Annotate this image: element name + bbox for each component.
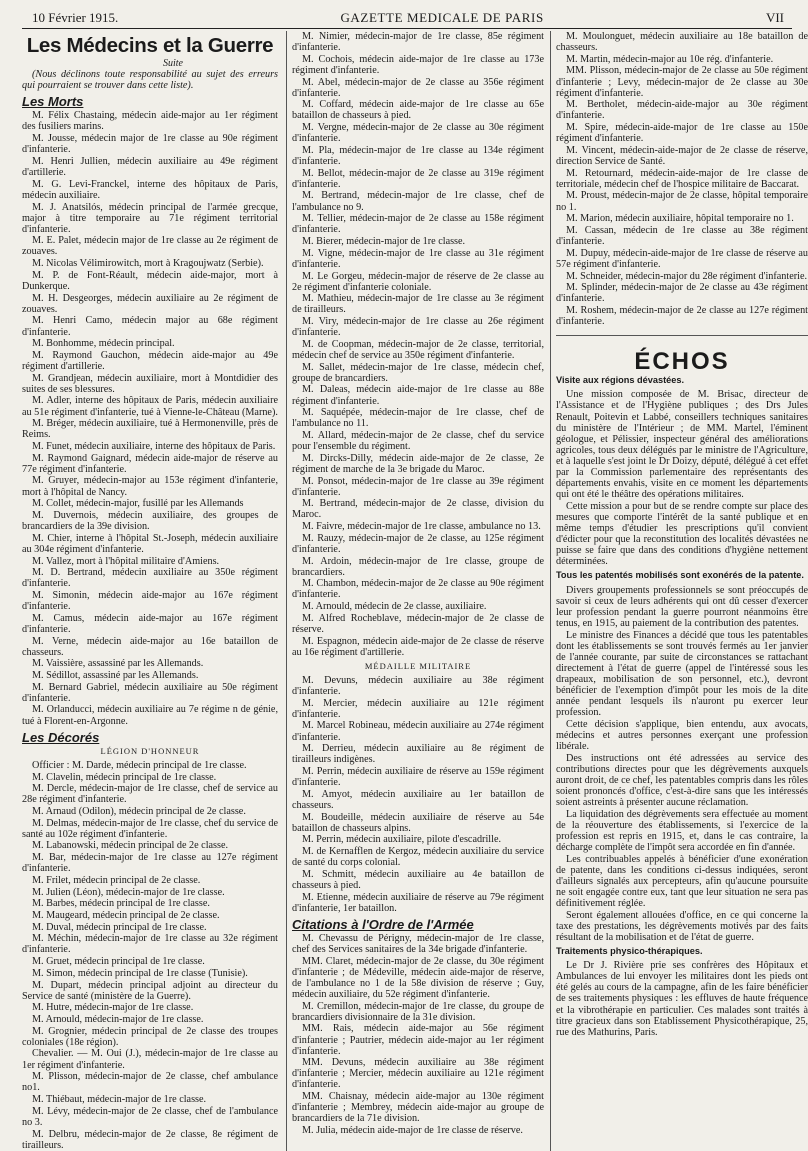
traitements-heading: Traitements physico-thérapiques. — [556, 946, 703, 957]
list-entry: M. Rauzy, médecin-major de 2e classe, au 125e régiment d'infanterie. — [292, 532, 544, 555]
divider — [556, 335, 808, 336]
columns — [22, 31, 808, 1151]
list-entry: Des instructions ont été adressées au service des contributions directes pour que les dégrèvements auxquels auront droit, de ce chef, les patentables compris dans les rôles soient prononcés d'office, c'est-à-dire sans que les intéressés soient astreints à présenter aucune réclamation. — [556, 752, 808, 809]
page-number: VII — [765, 10, 784, 25]
list-entry: M. Méchin, médecin-major de 1re classe au 32e régiment d'infanterie. — [22, 933, 278, 956]
article-title: Les Médecins et la Guerre — [26, 34, 274, 57]
list-entry: M. Cochois, médecin aide-major de 1re classe au 173e régiment d'infanterie. — [292, 53, 544, 76]
list-entry: M. Dercle, médecin-major de 1re classe, chef de service au 28e régiment d'infanterie. — [22, 783, 278, 806]
list-entry: M. Arnould, médecin-major de 1re classe. — [32, 1014, 204, 1025]
list-entry: M. Nicolas Vélimirowitch, mort à Kragoujwatz (Serbie). — [32, 258, 264, 270]
list-entry: MM. Plisson, médecin-major de 2e classe au 50e régiment d'infanterie ; Levy, médecin-major de 2e classe au 30e régiment d'infanterie. — [556, 65, 808, 99]
list-entry: Cette mission a pour but de se rendre compte sur place des mesures que comporte l'intérêt de la santé publique et en même temps d'étudier les prescriptions qu'il convient d'édicter pour que la reconstitution des localités dévastées ne puisse se faire que dans des conditions d'hygiène nettement déterminées. — [556, 500, 808, 568]
list-entry: M. Dupuy, médecin-aide-major de 1re classe de réserve au 57e régiment d'infanterie. — [556, 247, 808, 270]
list-entry: M. Delbru, médecin-major de 2e classe, 8e régiment de tirailleurs. — [22, 1128, 278, 1151]
list-entry: M. Daleas, médecin aide-major de 1re classe au 88e régiment d'infanterie. — [292, 384, 544, 407]
citations-list — [292, 933, 544, 1136]
list-entry: M. Henri Jullien, médecin auxiliaire au 49e régiment d'artillerie. — [22, 155, 278, 179]
medaille-list — [292, 675, 544, 914]
list-entry: M. Allard, médecin-major de 2e classe, chef du service pour l'ensemble du régiment. — [292, 429, 544, 453]
list-entry: M. Martin, médecin-major au 10e rég. d'infanterie. — [566, 53, 774, 65]
list-entry: M. Roshem, médecin-major de 2e classe au 127e régiment d'infanterie. — [556, 304, 808, 328]
section-decores: Les Décorés — [22, 729, 100, 745]
list-entry: M. Mathieu, médecin-major de 1re classe au 3e régiment de tirailleurs. — [292, 293, 544, 316]
list-entry: MM. Claret, médecin-major de 2e classe, du 30e régiment d'infanterie ; de Médeville, médecin aide-major de réserve, de l'ambulance no 1 de la 58e division de réserve ; Guy, médecin auxiliaire, du 52e régiment d'infanterie. — [292, 955, 544, 1000]
list-entry: M. Perrin, médecin auxiliaire, pilote d'escadrille. — [302, 834, 502, 846]
article-suite: Suite — [163, 58, 183, 69]
list-entry: M. D. Bertrand, médecin auxiliaire au 350e régiment d'infanterie. — [22, 567, 278, 590]
list-entry: M. Vallez, mort à l'hôpital militaire d'Amiens. — [32, 555, 220, 567]
list-entry: M. Gruet, médecin principal de 1re classe. — [32, 956, 205, 968]
list-entry: M. Dircks-Dilly, médecin aide-major de 2e classe, 2e régiment de marche de la 3e brigade du Maroc. — [292, 452, 544, 475]
list-entry: M. Adler, interne des hôpitaux de Paris, médecin auxiliaire au 51e régiment d'infanterie, tué à Vienne-le-Château (Marne). — [22, 395, 278, 418]
citations-continued-list — [556, 31, 808, 327]
page-header — [22, 4, 792, 29]
list-entry: M. Bonhomme, médecin principal. — [32, 338, 175, 350]
list-entry: M. Julia, médecin aide-major de 1re classe de réserve. — [302, 1125, 523, 1137]
list-entry: M. Maugeard, médecin principal de 2e classe. — [32, 910, 220, 921]
morts-list — [22, 110, 278, 726]
list-entry: M. Grognier, médecin principal de 2e classe des troupes coloniales (18e région). — [22, 1025, 278, 1048]
list-entry: M. Sallet, médecin-major de 1re classe, médecin chef, groupe de brancardiers. — [292, 361, 544, 384]
list-entry: M. Mercier, médecin auxiliaire au 121e régiment d'infanterie. — [292, 697, 544, 720]
list-entry: M. Bar, médecin-major de 1re classe au 127e régiment d'infanterie. — [22, 852, 278, 875]
list-entry: M. Orlanducci, médecin auxiliaire au 7e régime n de génie, tué à Florent-en-Argonne. — [22, 704, 278, 727]
list-entry: M. Saquépée, médecin-major de 1re classe, chef de l'ambulance no 11. — [292, 407, 544, 430]
list-entry: M. Proust, médecin-major de 2e classe, hôpital temporaire no 1. — [556, 190, 808, 213]
decores-list — [22, 760, 278, 1151]
disclaimer-note: (Nous déclinons toute responsabilité au sujet des erreurs qui pourraient se trouver dans cette liste). — [22, 69, 278, 92]
list-entry: M. Raymond Gauchon, médecin aide-major au 49e régiment d'artillerie. — [22, 349, 278, 372]
list-entry: M. de Coopman, médecin-major de 2e classe, territorial, médecin chef de service au 350e régiment d'infanterie. — [292, 338, 544, 361]
decores-continued-list — [292, 31, 544, 658]
list-entry: M. Devuns, médecin auxiliaire au 38e régiment d'infanterie. — [292, 674, 544, 697]
list-entry: M. Barbes, médecin principal de 1re classe. — [32, 898, 210, 910]
list-entry: M. Hutre, médecin-major de 1re classe. — [32, 1002, 194, 1014]
list-entry: M. Bernard Gabriel, médecin auxiliaire au 50e régiment d'infanterie. — [22, 681, 278, 704]
list-entry: M. Plisson, médecin-major de 2e classe, chef ambulance no1. — [22, 1071, 278, 1094]
list-entry: M. Coffard, médecin aide-major de 1re classe au 65e bataillon de chasseurs à pied. — [292, 99, 544, 122]
list-entry: M. Simon, médecin principal de 1re classe (Tunisie). — [32, 967, 248, 979]
list-entry: Le ministre des Finances a décidé que tous les patentables dont les établissements se sont trouvés fermés au 1er janvier de l'année courante, par suite de circonstances se rattachant directement à l'état de guerre (appel de l'intéressé sous les drapeaux, mobilisation de son personnel, etc.), devront bénéficier de l'exemption d'impôt pour les mois de la dite année pendant lesquels ils n'auront pu exercer leur profession. — [556, 629, 808, 719]
list-entry: Chevalier. — M. Oui (J.), médecin-major de 1re classe au 1er régiment d'infanterie. — [22, 1048, 278, 1071]
list-entry: M. Derrieu, médecin auxiliaire au 8e régiment de tirailleurs indigènes. — [292, 743, 544, 766]
list-entry: M. H. Desgeorges, médecin auxiliaire au 2e régiment de zouaves. — [22, 292, 278, 315]
list-entry: M. Bierer, médecin-major de 1re classe. — [302, 236, 466, 248]
list-entry: M. Dupart, médecin principal adjoint au directeur du Service de santé (ministère de la Guerre). — [22, 979, 278, 1002]
list-entry: Cette décision s'applique, bien entendu, aux avocats, médecins et autres personnes exerçant une profession libérale. — [556, 718, 808, 753]
column-3 — [550, 31, 808, 1151]
list-entry: Les contribuables appelés à bénéficier d'une exonération de patente, dans les conditions ci-dessus indiquées, seront d'ailleurs signalés aux percepteurs, afin qu'aucune poursuite ne soit engagée contre eux, tant que leur situation ne sera pas définitivement réglée. — [556, 853, 808, 910]
traitements-paragraph: Le Dr J. Rivière prie ses confrères des Hôpitaux et Ambulances de lui envoyer les militaires dont les pieds ont été gelés au cours de la campagne, afin de les faire bénéficier de ses traitements physiques : les effluves de haute fréquence et la vibrothérapie en particulier. Ces malades sont traités à titre gracieux dans son Etablissement Physicothérapique, 25, rue des Mathurins, Paris. — [556, 960, 808, 1038]
list-entry: M. Clavelin, médecin principal de 1re classe. — [32, 771, 217, 783]
list-entry: M. Félix Chastaing, médecin aide-major au 1er régiment des fusiliers marins. — [22, 110, 278, 133]
list-entry: M. Moulonguet, médecin auxiliaire au 18e bataillon de chasseurs. — [556, 31, 808, 54]
list-entry: M. Duval, médecin principal de 1re classe. — [32, 921, 207, 933]
list-entry: M. Abel, médecin-major de 2e classe au 356e régiment d'infanterie. — [292, 76, 544, 99]
list-entry: M. Thiébaut, médecin-major de 1re classe. — [32, 1094, 207, 1106]
visite-paragraphs — [556, 389, 808, 567]
list-entry: M. Chevassu de Périgny, médecin-major de 1re classe, chef des Services sanitaires de la 34e brigade d'infanterie. — [292, 932, 544, 955]
list-entry: M. Grandjean, médecin auxiliaire, mort à Montdidier des suites de ses blessures. — [22, 372, 278, 395]
list-entry: M. de Kernafflen de Kergoz, médecin auxiliaire du service de santé du corps colonial. — [292, 846, 544, 869]
visite-heading: Visite aux régions dévastées. — [556, 375, 685, 386]
list-entry: M. Schneider, médecin-major du 28e régiment d'infanterie. — [566, 270, 808, 282]
list-entry: Une mission composée de M. Brisac, directeur de l'Assistance et de l'Hygiène publiques ; des Drs Jules Renault, Poitevin et Labbé, conseillers techniques sanitaires du ministère de l'Intérieur ; de MM. Martel, l'éminent géologue, et Pélissier, inspecteur général des améliorations agricoles, tous deux délégués par le ministre de l'Agriculture, et à laquelle s'est joint le Dr Doizy, député, délégué à cet effet par la Commission parlementaire des représentants des départements envahis, visite en ce moment les départements qui ont été le théâtre des opérations militaires. — [556, 389, 808, 501]
citations-heading: Citations à l'Ordre de l'Armée — [292, 916, 474, 932]
list-entry: M. P. de Font-Réault, médecin aide-major, mort à Dunkerque. — [22, 269, 278, 292]
patentes-heading: Tous les patentés mobilisés sont exonérés de la patente. — [556, 570, 804, 581]
list-entry: M. Chambon, médecin-major de 2e classe au 90e régiment d'infanterie. — [292, 578, 544, 601]
list-entry: M. Boudeille, médecin auxiliaire de réserve au 54e bataillon de chasseurs alpins. — [292, 811, 544, 834]
list-entry: M. Bertrand, médecin-major de 1re classe, chef de l'ambulance no 9. — [292, 190, 544, 213]
journal-title: GAZETTE MEDICALE DE PARIS — [340, 10, 544, 25]
list-entry: M. Ponsot, médecin-major de 1re classe au 39e régiment d'infanterie. — [292, 475, 544, 498]
list-entry: M. J. Anatsilós, médecin principal de l'armée grecque, major à titre temporaire au 71e régiment territorial d'infanterie. — [22, 201, 278, 235]
header-date: 10 Février 1915. — [32, 10, 119, 25]
list-entry: M. Perrin, médecin auxiliaire de réserve au 159e régiment d'infanterie. — [292, 766, 544, 789]
list-entry: M. Schmitt, médecin auxiliaire au 4e bataillon de chasseurs à pied. — [292, 868, 544, 891]
list-entry: M. Arnaud (Odilon), médecin principal de 2e classe. — [32, 806, 246, 817]
list-entry: M. Bertholet, médecin-aide-major au 30e régiment d'infanterie. — [556, 99, 808, 122]
list-entry: M. Sédillot, assassiné par les Allemands. — [32, 670, 199, 681]
list-entry: M. Ardoin, médecin-major de 1re classe, groupe de brancardiers. — [292, 555, 544, 578]
list-entry: Seront également allouées d'office, en ce qui concerne la taxe des prestations, les dégrèvements motivés par des faits résultant de la mobilisation et de l'état de guerre. — [556, 909, 808, 943]
list-entry: M. Simonin, médecin aide-major au 167e régiment d'infanterie. — [22, 589, 278, 613]
list-entry: M. Bréger, médecin auxiliaire, tué à Hermonenville, près de Reims. — [22, 418, 278, 441]
column-2 — [286, 31, 544, 1151]
column-1 — [22, 31, 280, 1151]
list-entry: M. Duvernois, médecin auxiliaire, des groupes de brancardiers de la 39e division. — [22, 509, 278, 533]
list-entry: M. Alfred Rocheblave, médecin-major de 2e classe de réserve. — [292, 612, 544, 635]
list-entry: M. Labanowski, médecin principal de 2e classe. — [32, 840, 229, 852]
list-entry: M. Vergne, médecin-major de 2e classe au 30e régiment d'infanterie. — [292, 122, 544, 145]
list-entry: M. Bellot, médecin-major de 2e classe au 319e régiment d'infanterie. — [292, 167, 544, 190]
list-entry: M. Espagnon, médecin aide-major de 2e classe de réserve au 16e régiment d'artillerie. — [292, 635, 544, 658]
list-entry: M. Etienne, médecin auxiliaire de réserve au 79e régiment d'infanterie, 1er bataillon. — [292, 891, 544, 914]
list-entry: M. Funet, médecin auxiliaire, interne des hôpitaux de Paris. — [32, 441, 276, 452]
list-entry: M. Gruyer, médecin-major au 153e régiment d'infanterie, mort à l'hôpital de Nancy. — [22, 475, 278, 498]
list-entry: M. Nimier, médecin-major de 1re classe, 85e régiment d'infanterie. — [292, 31, 544, 54]
list-entry: M. Bertrand, médecin-major de 2e classe, division du Maroc. — [292, 498, 544, 521]
legion-heading: LÉGION D'HONNEUR — [100, 745, 200, 756]
list-entry: M. Jousse, médecin major de 1re classe au 90e régiment d'infanterie. — [22, 133, 278, 156]
list-entry: Divers groupements professionnels se sont préoccupés de savoir si ceux de leurs adhérents qui ont dû cesser d'exercer leur profession pendant la guerre pourront néanmoins être tenus, en 1915, au paiement de la contribution des patentes. — [556, 584, 808, 629]
echos-heading: ÉCHOS — [634, 348, 730, 376]
list-entry: M. Vigne, médecin-major de 1re classe au 31e régiment d'infanterie. — [292, 247, 544, 270]
list-entry: M. Le Gorgeu, médecin-major de réserve de 2e classe au 2e régiment d'infanterie coloniale. — [292, 270, 544, 293]
list-entry: M. Chier, interne à l'hôpital St.-Joseph, médecin auxiliaire au 304e régiment d'infanterie. — [22, 532, 278, 555]
list-entry: M. Marion, médecin auxiliaire, hôpital temporaire no 1. — [566, 213, 794, 225]
list-entry: M. Pla, médecin-major de 1re classe au 134e régiment d'infanterie. — [292, 144, 544, 167]
list-entry: M. Vincent, médecin-aide-major de 2e classe de réserve, direction Service de Santé. — [556, 144, 808, 167]
list-entry: M. Raymond Gaignard, médecin aide-major de réserve au 77e régiment d'infanterie. — [22, 452, 278, 475]
list-entry: M. Amyot, médecin auxiliaire au 1er bataillon de chasseurs. — [292, 788, 544, 811]
list-entry: M. Frilet, médecin principal de 2e classe. — [32, 874, 201, 886]
list-entry: Officier : M. Darde, médecin principal de 1re classe. — [32, 759, 247, 771]
list-entry: M. Julien (Léon), médecin-major de 1re classe. — [32, 886, 225, 898]
list-entry: M. Faivre, médecin-major de 1re classe, ambulance no 13. — [302, 521, 541, 533]
list-entry: M. Retournard, médecin-aide-major de 1re classe de territoriale, médecin chef de l'hospice militaire de Baccarat. — [556, 167, 808, 190]
list-entry: M. Splinder, médecin-major de 2e classe au 43e régiment d'infanterie. — [556, 282, 808, 305]
list-entry: MM. Rais, médecin aide-major au 56e régiment d'infanterie ; Pautrier, médecin aide-major au 1er régiment d'infanterie. — [292, 1023, 544, 1057]
list-entry: M. Lévy, médecin-major de 2e classe, chef de l'ambulance no 3. — [22, 1105, 278, 1128]
list-entry: M. Tellier, médecin-major de 2e classe au 158e régiment d'infanterie. — [292, 213, 544, 236]
medaille-heading: MÉDAILLE MILITAIRE — [364, 660, 472, 671]
list-entry: M. Spire, médecin-aide-major de 1re classe au 150e régiment d'infanterie. — [556, 122, 808, 145]
list-entry: M. Henri Camo, médecin major au 68e régiment d'infanterie. — [22, 315, 278, 338]
patentes-paragraphs — [556, 585, 808, 944]
list-entry: M. Verne, médecin aide-major au 16e bataillon de chasseurs. — [22, 635, 278, 658]
list-entry: M. G. Levi-Franckel, interne des hôpitaux de Paris, médecin auxiliaire. — [22, 178, 278, 201]
section-morts: Les Morts — [22, 94, 84, 110]
list-entry: M. Delmas, médecin-major de 1re classe, chef du service de santé au 102e régiment d'infanterie. — [22, 817, 278, 840]
list-entry: M. Cassan, médecin de 1re classe au 38e régiment d'infanterie. — [556, 224, 808, 248]
list-entry: M. E. Palet, médecin major de 1re classe au 2e régiment de zouaves. — [22, 235, 278, 258]
list-entry: M. Collet, médecin-major, fusillé par les Allemands — [32, 498, 244, 510]
list-entry: M. Cremillon, médecin-major de 1re classe, du groupe de brancardiers divisionnaire de la 31e division. — [292, 1000, 544, 1023]
list-entry: M. Arnould, médecin de 2e classe, auxiliaire. — [302, 601, 487, 613]
list-entry: M. Viry, médecin-major de 1re classe au 26e régiment d'infanterie. — [292, 316, 544, 339]
list-entry: MM. Chaisnay, médecin aide-major au 130e régiment d'infanterie ; Membrey, médecin aide-major au groupe de brancardiers de la 71e division. — [292, 1091, 544, 1125]
list-entry: M. Marcel Robineau, médecin auxiliaire au 274e régiment d'infanterie. — [292, 720, 544, 743]
list-entry: MM. Devuns, médecin auxiliaire au 38e régiment d'infanterie ; Mercier, médecin auxiliaire au 121e régiment d'infanterie. — [292, 1057, 544, 1091]
list-entry: M. Vaissière, assassiné par les Allemands. — [32, 658, 204, 670]
list-entry: M. Camus, médecin aide-major au 167e régiment d'infanterie. — [22, 612, 278, 635]
list-entry: La liquidation des dégrèvements sera effectuée au moment de la réouverture des établissements, si l'exercice de la profession est repris en 1915, et, dans le cas contraire, la décharge complète de l'impôt sera accordée en fin d'année. — [556, 808, 808, 854]
